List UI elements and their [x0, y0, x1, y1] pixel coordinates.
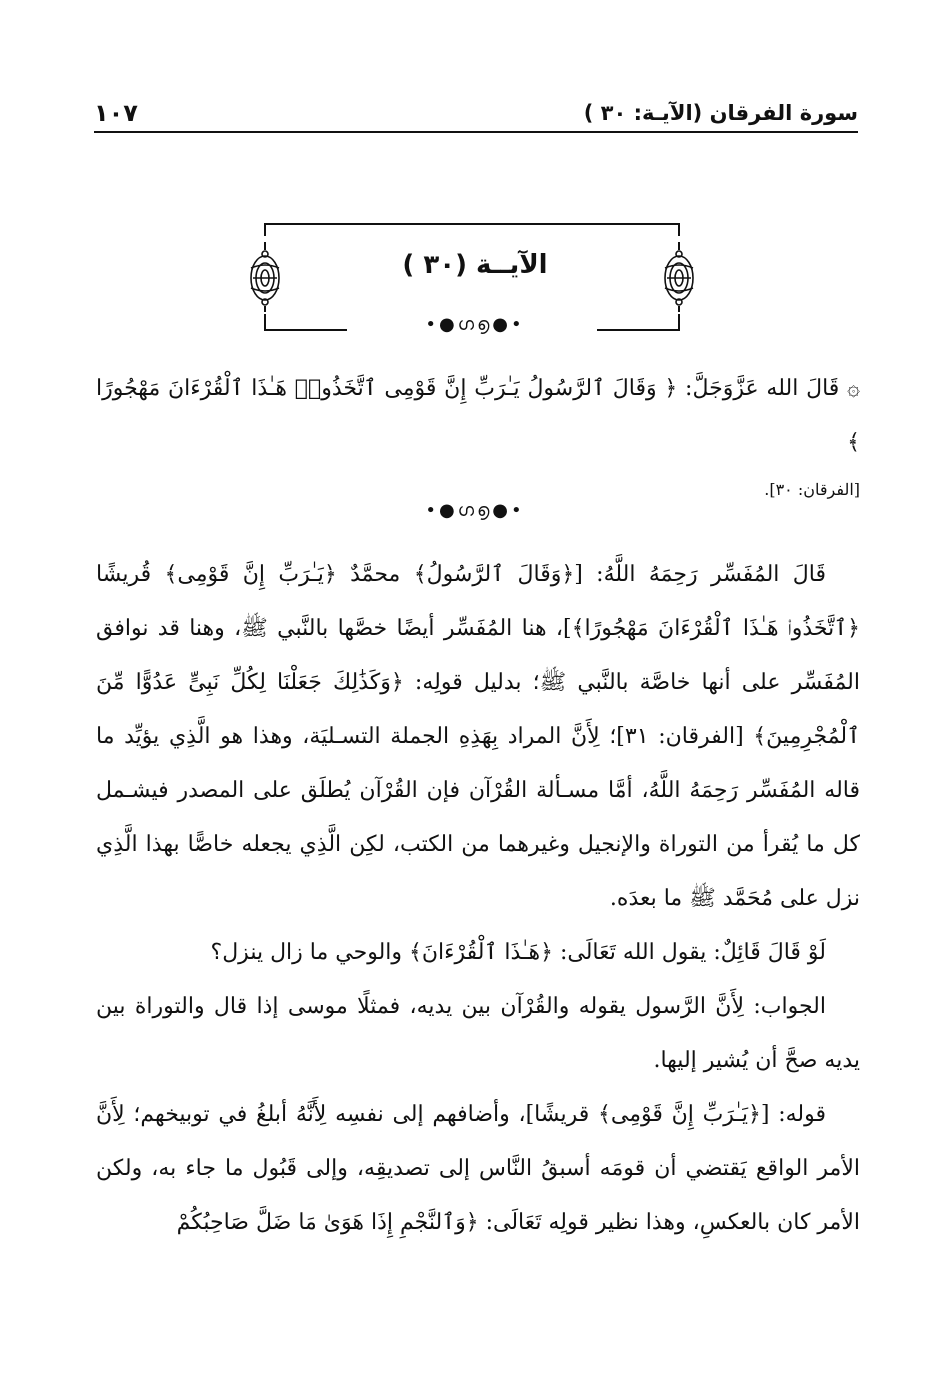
paragraph: قَالَ المُفَسِّر رَحِمَهُ اللَّهُ: [﴿وَقَالَ ٱلرَّسُولُ﴾ محمَّدٌ ﴿يَـٰرَبِّ إِنَّ قَوْمِى﴾ قُريشًا ﴿ٱتَّخَذُوا۟ هَـٰذَا ٱلْقُرْءَانَ مَهْجُورًا﴾]، هنا المُفَسِّر أيضًا خصَّها بالنَّبي ﷺ، وهنا قد نوافق المُفَسِّر على أنها خاصَّة بالنَّبي ﷺ؛ بدليل قولِه: ﴿وَكَذَٰلِكَ جَعَلْنَا لِكُلِّ نَبِىٍّ عَدُوًّا مِّنَ ٱلْمُجْرِمِينَ﴾ [الفرقان: ٣١]؛ لِأَنَّ المراد بِهَذِهِ الجملة التسـليَة، وهذا هو الَّذِي يؤيِّد ما قاله المُفَسِّر رَحِمَهُ اللَّهُ، أمَّا مسـألة القُرْآن فإن القُرْآن يُطلَق على المصدر فيشـمل كل ما يُقرأ من التوراة والإنجيل وغيرهما من الكتب، لكِن الَّذِي يجعله خاصًّا بهذا الَّذِي نزل على مُحَمَّد ﷺ ما بعدَه.	[96, 562, 861, 911]
ornament-divider-2: •●ഗ൭●•	[425, 500, 525, 521]
commentary	[96, 548, 860, 1250]
verse-text: ۞ قَالَ الله عَزَّوَجَلَّ: ﴿ وَقَالَ ٱلرَّسُولُ يَـٰرَبِّ إِنَّ قَوْمِى ٱتَّخَذُوا۟ هَـٰذَا ٱلْقُرْءَانَ مَهْجُورًا ﴾	[96, 376, 860, 455]
verse-block	[96, 362, 860, 510]
sura-title: سورة الفرقان (الآيـة: ٣٠ )	[583, 101, 858, 125]
paragraph: الجواب: لِأَنَّ الرَّسول يقوله والقُرْآن بين يديه، فمثلًا موسى إذا قال والتوراة بين يديه صحَّ أن يُشير إليها.	[96, 994, 860, 1073]
header-rule	[94, 131, 858, 133]
verse-citation: [الفرقان: ٣٠].	[764, 480, 860, 499]
ornament-divider: •●ഗ൭●•	[425, 314, 525, 335]
paragraph: قوله: [﴿يَـٰرَبِّ إِنَّ قَوْمِى﴾ قريشًا]، وأضافهم إلى نفسِه لِأَنَّهُ أبلغُ في توبيخهم؛ لِأَنَّ الأمر الواقع يَقتضي أن قومَه أسبقُ النَّاس إلى تصديقِه، وإلى قَبُول ما جاء به، ولكن الأمر كان بالعكسِ، وهذا نظير قولِه تَعَالَى: ﴿وَٱلنَّجْمِ إِذَا هَوَىٰ مَا ضَلَّ صَاحِبُكُمْ	[96, 1102, 860, 1235]
ayah-heading: الآيــة (٣٠ )	[402, 250, 548, 280]
paragraph: لَوْ قَالَ قَائِلٌ: يقول الله تَعَالَى: ﴿هَـٰذَا ٱلْقُرْءَانَ﴾ والوحي ما زال ينزل؟	[210, 940, 826, 965]
page-header	[94, 96, 858, 130]
page-number: ١٠٧	[94, 99, 138, 127]
